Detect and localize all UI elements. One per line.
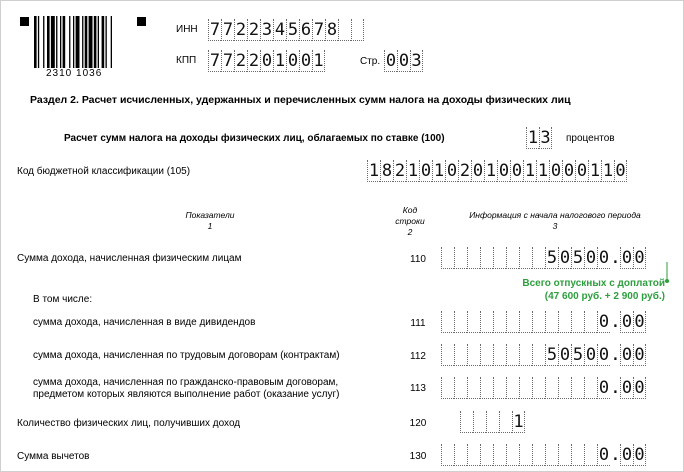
annotation-line2: (47 600 руб. + 2 900 руб.) [544, 291, 665, 302]
row-112-decimal-cell[interactable]: 0 [634, 345, 645, 365]
row-110-digit-cell[interactable] [467, 247, 480, 269]
kbk-cell[interactable]: 1 [524, 161, 536, 181]
kpp-cell[interactable]: 0 [300, 51, 312, 71]
row-111-decimal-cell[interactable]: 0 [621, 312, 633, 332]
inn-cell[interactable]: 2 [235, 20, 247, 40]
corner-marker-right [137, 17, 146, 26]
inn-cell[interactable]: 7 [209, 20, 221, 40]
row-110-digit-cell[interactable]: 5 [572, 248, 584, 268]
row-110-digit-cell[interactable]: 5 [546, 248, 558, 268]
row-112-digit-cell[interactable] [506, 344, 519, 366]
row-130-code: 130 [409, 451, 427, 462]
annotation-line1: Всего отпускных с доплатой [522, 278, 665, 289]
row-111-digit-cell[interactable] [506, 311, 519, 333]
row-113-decimal-cell[interactable]: 0 [634, 378, 645, 398]
row-111-digit-cell[interactable] [519, 311, 532, 333]
row-130-digit-cell[interactable] [506, 444, 519, 466]
inn-cell[interactable]: 7 [313, 20, 325, 40]
row-130-digit-cell[interactable]: 0 [598, 445, 610, 465]
header-period-text: Информация с начала налогового периода [469, 210, 641, 220]
row-110-digit-cell[interactable]: 0 [598, 248, 610, 268]
row-111-digit-cell[interactable] [441, 311, 454, 333]
section-title: Раздел 2. Расчет исчисленных, удержанных и перечисленных сумм налога на доходы физических лиц [30, 94, 571, 106]
header-period-num: 3 [552, 221, 558, 231]
kbk-cell[interactable]: 0 [563, 161, 575, 181]
row-120-cell[interactable] [460, 411, 473, 433]
kpp-cell[interactable]: 2 [235, 51, 247, 71]
row-110-code: 110 [410, 254, 426, 265]
row-113-digit-cell[interactable] [571, 377, 584, 399]
inn-cell[interactable]: 5 [287, 20, 299, 40]
row-111-digit-cell[interactable] [493, 311, 506, 333]
kpp-cell[interactable]: 1 [274, 51, 286, 71]
row-113-digit-cell[interactable] [545, 377, 558, 399]
kpp-label: КПП [176, 55, 197, 66]
row-110-digit-cell[interactable]: 0 [559, 248, 571, 268]
row-111-digit-cell[interactable] [545, 311, 558, 333]
kbk-cell[interactable]: 0 [511, 161, 523, 181]
rate-cell[interactable]: 3 [540, 128, 551, 148]
row-130-digit-cell[interactable] [532, 444, 545, 466]
inn-field[interactable] [208, 19, 364, 41]
row-110-digit-cell[interactable] [480, 247, 493, 269]
row-111-amount-field[interactable] [441, 311, 646, 333]
row-110-digit-cell[interactable] [532, 247, 545, 269]
row-130-digit-cell[interactable] [545, 444, 558, 466]
row-113-digit-cell[interactable] [480, 377, 493, 399]
row-130-digit-cell[interactable] [519, 444, 532, 466]
row-112-decimal-cell[interactable]: 0 [621, 345, 633, 365]
page-cell[interactable]: 3 [411, 51, 422, 71]
row-120-count-field[interactable] [460, 411, 525, 433]
row-112-decimal-point: . [610, 344, 621, 365]
kbk-cell[interactable]: 1 [485, 161, 497, 181]
row-130-digit-cell[interactable] [467, 444, 480, 466]
inn-cell[interactable]: 2 [248, 20, 260, 40]
inn-cell[interactable]: 3 [261, 20, 273, 40]
row-130-digit-cell[interactable] [441, 444, 454, 466]
kbk-cell[interactable]: 2 [394, 161, 406, 181]
row-113-digit-cell[interactable] [519, 377, 532, 399]
header-line-code [390, 205, 430, 238]
inn-cell[interactable]: 6 [300, 20, 312, 40]
row-110-digit-cell[interactable] [506, 247, 519, 269]
row-110-decimal-cell[interactable]: 0 [621, 248, 633, 268]
inn-cell[interactable]: 7 [222, 20, 234, 40]
row-112-digit-cell[interactable] [467, 344, 480, 366]
kbk-cell[interactable]: 0 [498, 161, 510, 181]
annotation-pointer-icon [664, 262, 674, 286]
row-111-digit-cell[interactable] [480, 311, 493, 333]
row-111-code: 111 [410, 318, 426, 329]
row-130-digit-cell[interactable] [571, 444, 584, 466]
inn-cell[interactable]: 8 [326, 20, 338, 40]
row-113-digit-cell[interactable] [493, 377, 506, 399]
row-112-digit-cell[interactable] [480, 344, 493, 366]
kpp-field[interactable] [208, 50, 325, 72]
row-110-digit-cell[interactable] [493, 247, 506, 269]
rate-label: Расчет сумм налога на доходы физических лиц, облагаемых по ставке (100) [64, 133, 445, 144]
row-130-digit-cell[interactable] [584, 444, 597, 466]
kbk-cell[interactable]: 2 [459, 161, 471, 181]
row-112-digit-cell[interactable]: 0 [559, 345, 571, 365]
kbk-cell[interactable]: 1 [433, 161, 445, 181]
kpp-cell[interactable]: 7 [222, 51, 234, 71]
row-120-code: 120 [409, 418, 427, 429]
row-113-digit-cell[interactable]: 0 [598, 378, 610, 398]
rate-unit: процентов [566, 133, 615, 144]
row-111-digit-cell[interactable] [532, 311, 545, 333]
header-indicators-num: 1 [207, 221, 213, 231]
header-code-line1: Код [402, 205, 418, 215]
kbk-cell[interactable]: 1 [368, 161, 380, 181]
kbk-cell[interactable]: 8 [381, 161, 393, 181]
row-111-digit-cell[interactable] [454, 311, 467, 333]
row-111-digit-cell[interactable] [558, 311, 571, 333]
row-130-decimal-cell[interactable]: 0 [634, 445, 645, 465]
page-cell[interactable]: 0 [398, 51, 410, 71]
kbk-cell[interactable]: 1 [589, 161, 601, 181]
row-113-digit-cell[interactable] [467, 377, 480, 399]
row-111-decimal-point: . [610, 311, 621, 332]
kbk-cell[interactable]: 0 [550, 161, 562, 181]
barcode-icon [34, 16, 130, 68]
header-code-num: 2 [407, 227, 413, 237]
row-120-label: Количество физических лиц, получивших доход [17, 418, 241, 429]
page-cell[interactable]: 0 [385, 51, 397, 71]
kpp-cell[interactable]: 1 [313, 51, 324, 71]
row-111-digit-cell[interactable]: 0 [598, 312, 610, 332]
header-indicators-text: Показатели [185, 210, 235, 220]
row-113-digit-cell[interactable] [532, 377, 545, 399]
kpp-cell[interactable]: 7 [209, 51, 221, 71]
inn-cell[interactable]: 4 [274, 20, 286, 40]
page-number-label: Стр. [360, 56, 381, 67]
row-112-digit-cell[interactable]: 0 [598, 345, 610, 365]
row-130-amount-field[interactable] [441, 444, 646, 466]
row-113-decimal-point: . [610, 377, 621, 398]
inn-cell[interactable] [351, 19, 364, 41]
row-113-decimal-cell[interactable]: 0 [621, 378, 633, 398]
rate-field[interactable] [526, 127, 552, 149]
row-113-label-line1: сумма дохода, начисленная по гражданско-правовым договорам, [33, 377, 339, 388]
kbk-cell[interactable]: 1 [537, 161, 549, 181]
row-113-digit-cell[interactable] [454, 377, 467, 399]
row-111-digit-cell[interactable] [467, 311, 480, 333]
corner-marker-left [20, 17, 29, 26]
row-130-digit-cell[interactable] [558, 444, 571, 466]
header-indicators [150, 210, 270, 232]
row-130-digit-cell[interactable] [454, 444, 467, 466]
row-113-amount-field[interactable] [441, 377, 646, 399]
row-130-decimal-cell[interactable]: 0 [621, 445, 633, 465]
row-111-digit-cell[interactable] [584, 311, 597, 333]
row-110-digit-cell[interactable] [441, 247, 454, 269]
row-120-cell[interactable] [499, 411, 512, 433]
row-113-label [33, 377, 339, 401]
kbk-cell[interactable]: 0 [420, 161, 432, 181]
page-number-field[interactable] [384, 50, 423, 72]
row-112-digit-cell[interactable] [441, 344, 454, 366]
row-112-label: сумма дохода, начисленная по трудовым договорам (контрактам) [33, 350, 340, 361]
row-120-cell[interactable] [473, 411, 486, 433]
row-112-amount-field[interactable] [441, 344, 646, 366]
row-113-digit-cell[interactable] [584, 377, 597, 399]
row-110-digit-cell[interactable] [519, 247, 532, 269]
row-113-digit-cell[interactable] [558, 377, 571, 399]
row-130-label: Сумма вычетов [17, 451, 90, 462]
row-110-digit-cell[interactable] [454, 247, 467, 269]
row-120-cell[interactable] [486, 411, 499, 433]
row-112-digit-cell[interactable]: 5 [572, 345, 584, 365]
row-111-digit-cell[interactable] [571, 311, 584, 333]
row-112-digit-cell[interactable]: 0 [585, 345, 597, 365]
kpp-cell[interactable]: 2 [248, 51, 260, 71]
row-113-label-line2: предметом которых являются выполнение работ (оказание услуг) [33, 389, 340, 400]
kbk-cell[interactable]: 1 [407, 161, 419, 181]
row-112-digit-cell[interactable] [519, 344, 532, 366]
inn-label: ИНН [176, 24, 198, 35]
annotation-note [480, 277, 665, 303]
row-111-label: сумма дохода, начисленная в виде дивидендов [33, 317, 256, 328]
row-113-digit-cell[interactable] [441, 377, 454, 399]
row-113-digit-cell[interactable] [506, 377, 519, 399]
row-112-code: 112 [410, 351, 426, 362]
rate-cell[interactable]: 1 [527, 128, 539, 148]
including-label: В том числе: [33, 294, 93, 305]
inn-cell[interactable] [338, 19, 351, 41]
row-130-digit-cell[interactable] [493, 444, 506, 466]
row-110-digit-cell[interactable]: 0 [585, 248, 597, 268]
row-113-code: 113 [410, 383, 426, 394]
header-period-info [450, 210, 660, 232]
row-111-decimal-cell[interactable]: 0 [634, 312, 645, 332]
kpp-cell[interactable]: 0 [287, 51, 299, 71]
row-112-digit-cell[interactable] [532, 344, 545, 366]
kbk-field[interactable] [367, 160, 627, 182]
kbk-cell[interactable]: 0 [615, 161, 626, 181]
row-110-decimal-point: . [610, 247, 621, 268]
barcode-number: 2310 1036 [46, 68, 103, 79]
kbk-cell[interactable]: 0 [446, 161, 458, 181]
kbk-cell[interactable]: 0 [576, 161, 588, 181]
kbk-label: Код бюджетной классификации (105) [17, 166, 191, 177]
row-110-decimal-cell[interactable]: 0 [634, 248, 645, 268]
row-110-label: Сумма дохода, начисленная физическим лицам [17, 253, 242, 264]
row-130-digit-cell[interactable] [480, 444, 493, 466]
header-code-line2: строки [395, 216, 425, 226]
row-112-digit-cell[interactable]: 5 [546, 345, 558, 365]
row-120-cell[interactable]: 1 [513, 412, 524, 432]
kbk-cell[interactable]: 1 [602, 161, 614, 181]
kbk-cell[interactable]: 0 [472, 161, 484, 181]
row-112-digit-cell[interactable] [493, 344, 506, 366]
row-130-decimal-point: . [610, 444, 621, 465]
row-112-digit-cell[interactable] [454, 344, 467, 366]
row-110-amount-field[interactable] [441, 247, 646, 269]
kpp-cell[interactable]: 0 [261, 51, 273, 71]
